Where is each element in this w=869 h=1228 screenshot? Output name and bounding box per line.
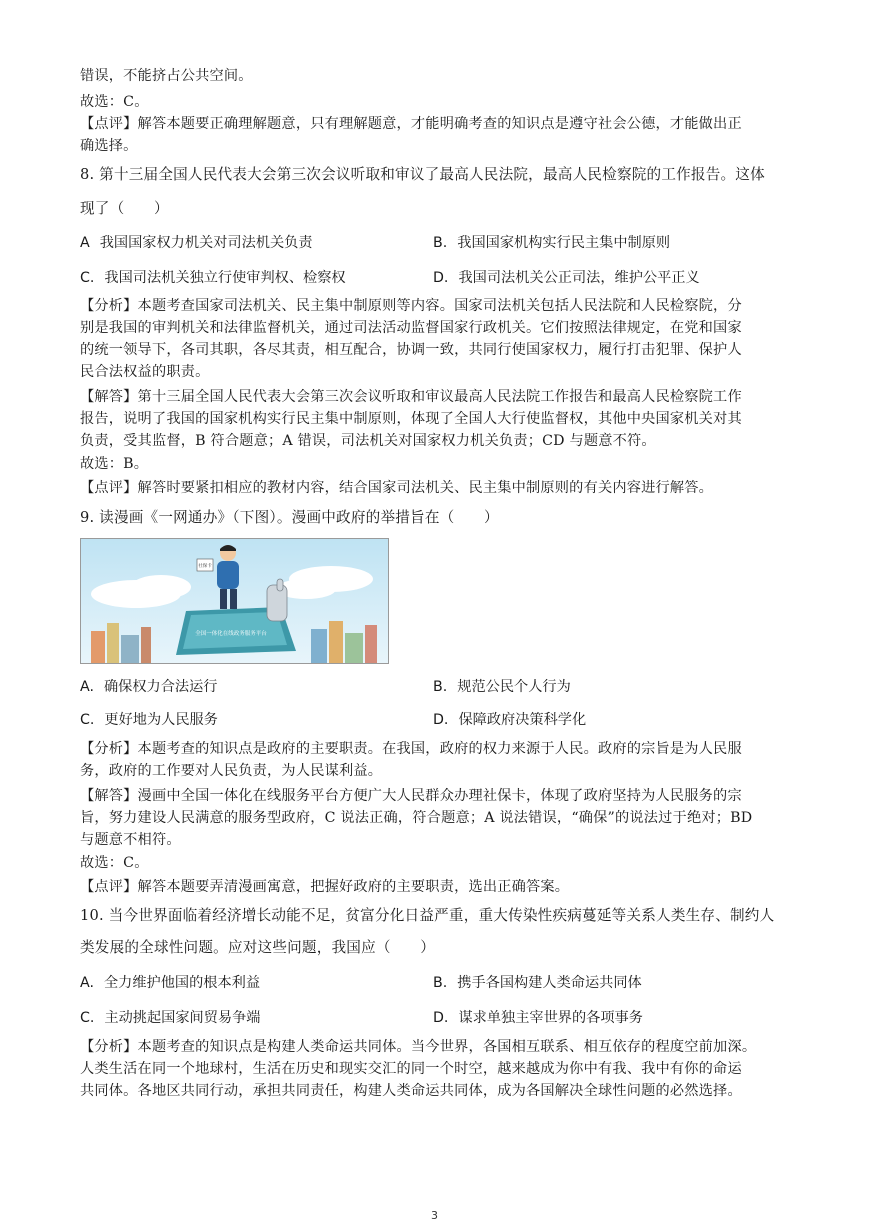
comment-line: 【点评】解答时要紧扣相应的教材内容，结合国家司法机关、民主集中制原则的有关内容进行解答。 — [80, 480, 714, 496]
analysis-line: 【分析】本题考查国家司法机关、民主集中制原则等内容。国家司法机关包括人民法院和人民检察院，分 — [80, 298, 742, 314]
q10-option-d: D. 谋求单独主宰世界的各项事务 — [433, 1010, 643, 1026]
analysis-line: 【分析】本题考查的知识点是政府的主要职责。在我国，政府的权力来源于人民。政府的宗旨是为人民服 — [80, 741, 742, 757]
text-line: 故选：C。 — [80, 94, 149, 110]
answer-line: 负责，受其监督，B 符合题意；A 错误，司法机关对国家权力机关负责；CD 与题意不符。 — [80, 433, 656, 449]
question-10-stem: 10. 当今世界面临着经济增长动能不足，贫富分化日益严重，重大传染性疾病蔓延等关系人类生存、制约人 — [80, 907, 775, 924]
text-line: 【点评】解答本题要正确理解题意，只有理解题意，才能明确考查的知识点是遵守社会公德，才能做出正 — [80, 116, 742, 132]
text-line: 错误，不能挤占公共空间。 — [80, 68, 253, 84]
q10-option-c: C. 主动挑起国家间贸易争端 — [80, 1010, 261, 1026]
question-8-stem-cont: 现了（ ） — [80, 200, 169, 217]
page-number: 3 — [431, 1209, 438, 1222]
analysis-line: 人类生活在同一个地球村，生活在历史和现实交汇的同一个时空，越来越成为你中有我、我中有你的命运 — [80, 1061, 742, 1077]
answer-line: 与题意不相符。 — [80, 832, 181, 848]
answer-line: 旨，努力建设人民满意的服务型政府，C 说法正确，符合题意；A 说法错误，“确保”的说法过于绝对；BD — [80, 810, 753, 826]
q8-option-d: D. 我国司法机关公正司法，维护公平正义 — [433, 270, 700, 286]
answer-line: 【解答】第十三届全国人民代表大会第三次会议听取和审议最高人民法院工作报告和最高人民检察院工作 — [80, 389, 742, 405]
question-8-stem: 8. 第十三届全国人民代表大会第三次会议听取和审议了最高人民法院，最高人民检察院的工作报告。这体 — [80, 166, 765, 183]
q8-option-c: C. 我国司法机关独立行使审判权、检察权 — [80, 270, 346, 286]
text-line: 确选择。 — [80, 138, 138, 154]
comment-line: 【点评】解答本题要弄清漫画寓意，把握好政府的主要职责，选出正确答案。 — [80, 879, 570, 895]
q9-option-d: D. 保障政府决策科学化 — [433, 712, 587, 728]
answer-line: 报告，说明了我国的国家机构实行民主集中制原则，体现了全国人大行使监督权，其他中央国家机关对其 — [80, 411, 742, 427]
q8-option-a: A 我国国家权力机关对司法机关负责 — [80, 235, 313, 251]
analysis-line: 的统一领导下，各司其职，各尽其责，相互配合，协调一致，共同行使国家权力，履行打击犯罪、保护人 — [80, 342, 742, 358]
analysis-line: 务，政府的工作要对人民负责，为人民谋利益。 — [80, 763, 383, 779]
choice-line: 故选：C。 — [80, 855, 149, 871]
q9-option-a: A. 确保权力合法运行 — [80, 679, 218, 695]
analysis-line: 民合法权益的职责。 — [80, 364, 210, 380]
q8-option-b: B. 我国国家机构实行民主集中制原则 — [433, 235, 671, 251]
analysis-line: 【分析】本题考查的知识点是构建人类命运共同体。当今世界，各国相互联系、相互依存的程度空前加深。 — [80, 1039, 757, 1055]
question-10-stem-cont: 类发展的全球性问题。应对这些问题，我国应（ ） — [80, 939, 436, 956]
question-9-stem: 9. 读漫画《一网通办》（下图）。漫画中政府的举措旨在（ ） — [80, 509, 499, 526]
q9-option-c: C. 更好地为人民服务 — [80, 712, 218, 728]
q10-option-a: A. 全力维护他国的根本利益 — [80, 975, 261, 991]
card-label: 社保卡 — [198, 564, 212, 569]
choice-line: 故选：B。 — [80, 456, 149, 472]
platform-label: 全国一体化在线政务服务平台 — [195, 631, 267, 637]
cartoon-image — [80, 538, 389, 664]
q9-option-b: B. 规范公民个人行为 — [433, 679, 571, 695]
analysis-line: 别是我国的审判机关和法律监督机关，通过司法活动监督国家行政机关。它们按照法律规定，在党和国家 — [80, 320, 742, 336]
q10-option-b: B. 携手各国构建人类命运共同体 — [433, 975, 642, 991]
analysis-line: 共同体。各地区共同行动，承担共同责任，构建人类命运共同体，成为各国解决全球性问题的必然选择。 — [80, 1083, 742, 1099]
answer-line: 【解答】漫画中全国一体化在线服务平台方便广大人民群众办理社保卡，体现了政府坚持为人民服务的宗 — [80, 788, 742, 804]
